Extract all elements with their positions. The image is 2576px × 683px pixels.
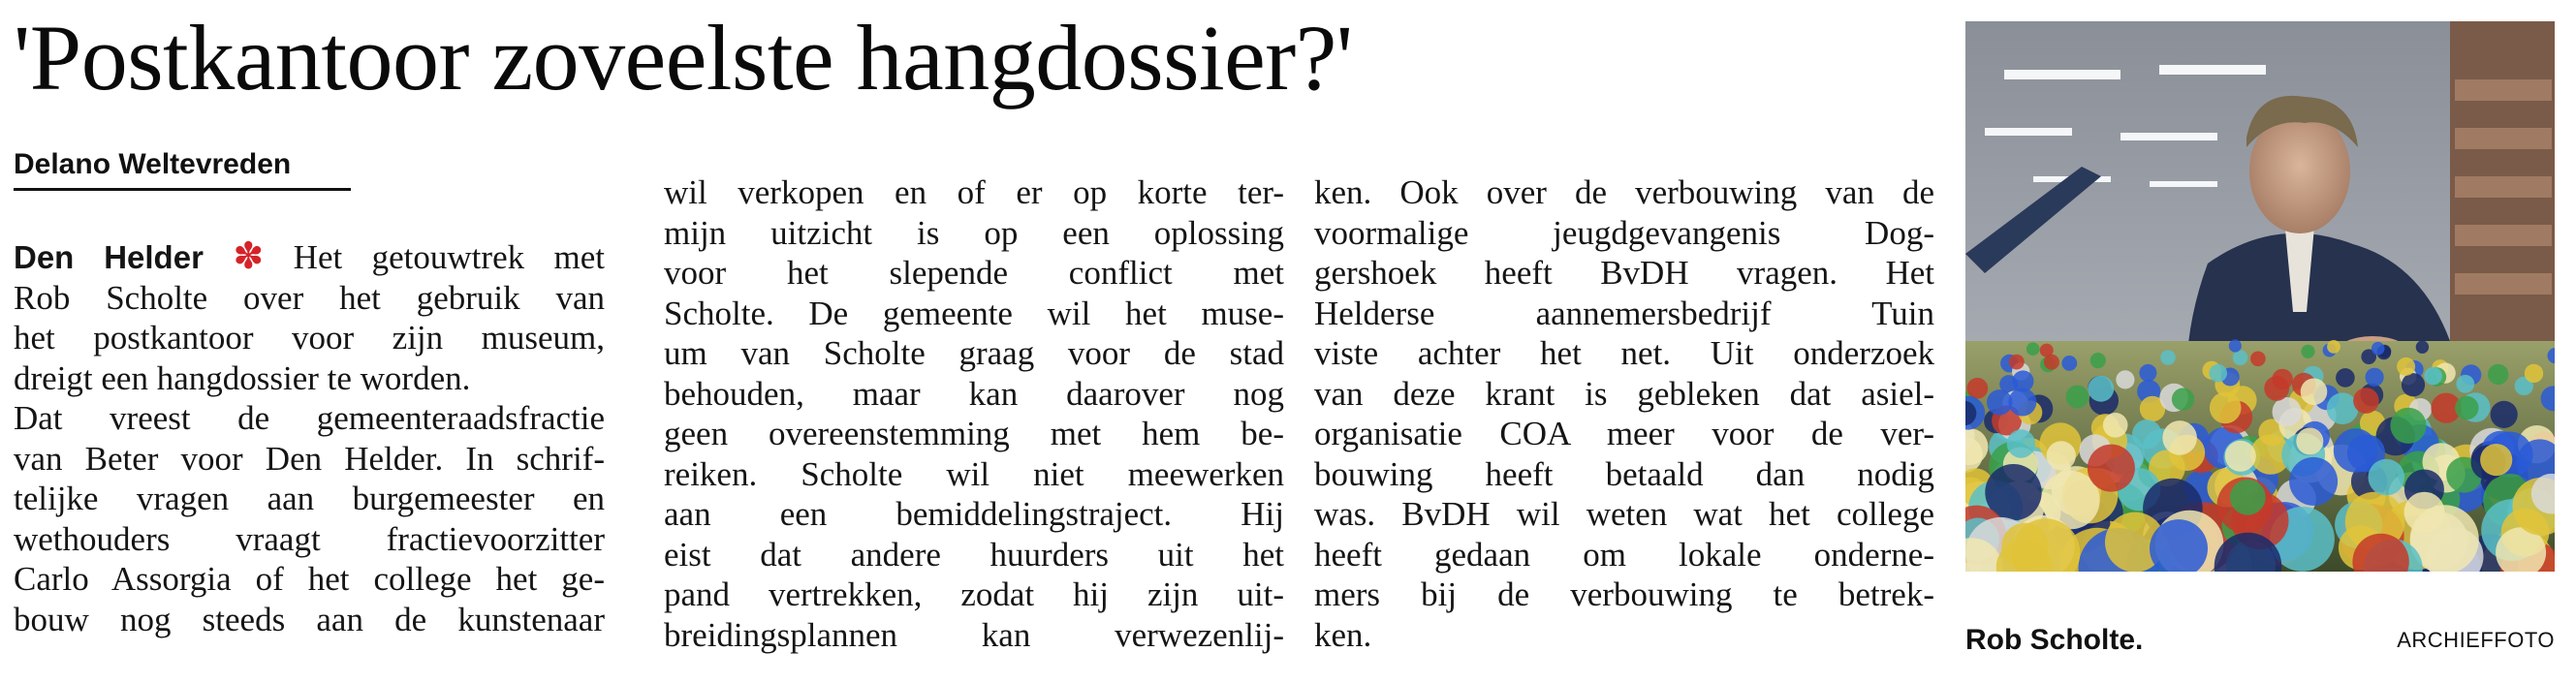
marble-shape	[2233, 350, 2248, 365]
column-line: het postkantoor voor zijn museum,	[14, 319, 605, 357]
marble-shape	[2491, 401, 2518, 428]
marble-shape	[2225, 441, 2256, 472]
marble-shape	[2404, 492, 2445, 533]
column-line: Carlo Assorgia of het college het ge-	[14, 560, 605, 598]
column-line: viste achter het net. Uit onderzoek	[1314, 334, 1934, 372]
marble-shape	[2525, 364, 2543, 383]
column-line: wethouders vraagt fractievoorzitter	[14, 519, 605, 558]
column-line: telijke vragen aan burgemeester en	[14, 480, 605, 517]
column-line: ken.	[1314, 615, 1372, 654]
column-line: eist dat andere huurders uit het	[664, 535, 1284, 574]
column-line: um van Scholte graag voor de stad	[664, 334, 1284, 372]
marble-shape	[2369, 459, 2405, 496]
marble-shape	[2416, 341, 2429, 354]
marble-shape	[2088, 445, 2135, 492]
marble-shape	[2480, 444, 2512, 476]
marble-shape	[2229, 339, 2242, 352]
column-line: van deze krant is gebleken dat asiel-	[1314, 374, 1934, 413]
marble-shape	[2264, 376, 2289, 401]
marble-shape	[2008, 388, 2036, 417]
column-line: Dat vreest de gemeenteraadsfractie	[14, 399, 605, 437]
marble-shape	[2402, 373, 2425, 396]
photo-caption: Rob Scholte.	[1965, 624, 2144, 656]
marble-shape	[2250, 352, 2266, 367]
column-line: reiken. Scholte wil niet meewerken	[664, 454, 1284, 493]
marble-shape	[2334, 428, 2377, 472]
marble-shape	[2090, 353, 2106, 368]
column-line: bouw nog steeds aan de kunstenaar	[14, 600, 605, 638]
marble-shape	[2273, 397, 2302, 426]
marble-shape	[2001, 523, 2049, 571]
marble-shape	[2336, 368, 2355, 388]
marble-shape	[2353, 388, 2379, 414]
marble-shape	[2066, 386, 2089, 409]
column-line: organisatie COA meer voor de ver-	[1314, 415, 1934, 452]
marble-shape	[2047, 441, 2076, 470]
column-line: gershoek heeft BvDH vragen. Het	[1314, 254, 1934, 292]
marble-shape	[2162, 420, 2197, 455]
marble-shape	[2488, 364, 2508, 385]
marble-shape	[2424, 367, 2442, 386]
column-line: dreigt een hangdossier te worden.	[14, 358, 471, 397]
marble-shape	[2160, 350, 2176, 365]
marble-shape	[2289, 457, 2338, 506]
article-column-2	[664, 172, 1284, 655]
marble-shape	[2390, 408, 2426, 444]
marble-shape	[2327, 340, 2340, 354]
column-line: ken. Ook over de verbouwing van de	[1314, 173, 1934, 211]
column-line: heeft gedaan om lokale onderne-	[1314, 535, 1934, 574]
marble-shape	[1966, 378, 1988, 399]
marble-shape	[2301, 379, 2328, 406]
column-line: Helderse aannemersbedrijf Tuin	[1314, 294, 1934, 332]
marble-shape	[2103, 413, 2128, 438]
marble-shape	[2296, 427, 2323, 454]
marble-shape	[2210, 392, 2242, 424]
column-line: Scholte. De gemeente wil het muse-	[664, 294, 1284, 332]
byline: Delano Weltevreden	[14, 145, 351, 191]
headline: 'Postkantoor zoveelste hangdossier?'	[14, 6, 1353, 109]
marble-shape	[2007, 429, 2035, 457]
marble-shape	[2372, 342, 2385, 356]
column-line: Het getouwtrek met	[293, 238, 606, 276]
asterisk-icon: ✽	[233, 234, 265, 277]
marble-shape	[2397, 357, 2415, 376]
marble-shape	[2301, 345, 2314, 358]
marble-shape	[2088, 376, 2114, 402]
marble-shape	[2139, 364, 2156, 382]
column-line: Rob Scholte over het gebruik van	[14, 278, 605, 317]
marble-shape	[2040, 344, 2054, 357]
column-line: mers bij de verbouwing te betrek-	[1314, 575, 1934, 613]
column-line: van Beter voor Den Helder. In schrif-	[14, 439, 605, 478]
photo-credit: ARCHIEFFOTO	[2397, 628, 2555, 652]
marble-shape	[2012, 370, 2033, 391]
marble-shape	[2172, 388, 2194, 410]
article-column-1	[14, 236, 605, 639]
marble-shape	[2455, 396, 2478, 419]
article-photo	[1965, 21, 2555, 572]
column-line: mijn uitzicht is op een oplossing	[664, 213, 1284, 252]
marble-shape	[2366, 368, 2384, 387]
marble-shape	[2009, 355, 2025, 370]
marble-shape	[2061, 356, 2077, 371]
column-line: wil verkopen en of er op korte ter-	[664, 173, 1284, 211]
column-line: was. BvDH wil weten wat het college	[1314, 495, 1934, 533]
column-line: pand vertrekken, zodat hij zijn uit-	[664, 575, 1284, 613]
column-line: voor het slepende conflict met	[664, 254, 1284, 292]
marble-shape	[2230, 480, 2266, 515]
article-column-3	[1314, 172, 1934, 655]
marble-shape	[2327, 392, 2359, 424]
marble-shape	[2116, 370, 2134, 388]
marble-shape	[2456, 375, 2474, 393]
marble-shape	[2026, 342, 2040, 356]
column-line: voormalige jeugdgevangenis Dog-	[1314, 213, 1934, 252]
column-line: bouwing heeft betaald dan nodig	[1314, 454, 1934, 493]
column-line: geen overeenstemming met hem be-	[664, 415, 1284, 452]
column-line: breidingsplannen kan verwezenlij-	[664, 615, 1284, 654]
dateline: Den Helder	[14, 239, 204, 275]
column-line: behouden, maar kan daarover nog	[664, 374, 1284, 413]
marble-shape	[2209, 364, 2227, 383]
column-line: aan een bemiddelingstraject. Hij	[664, 495, 1284, 533]
